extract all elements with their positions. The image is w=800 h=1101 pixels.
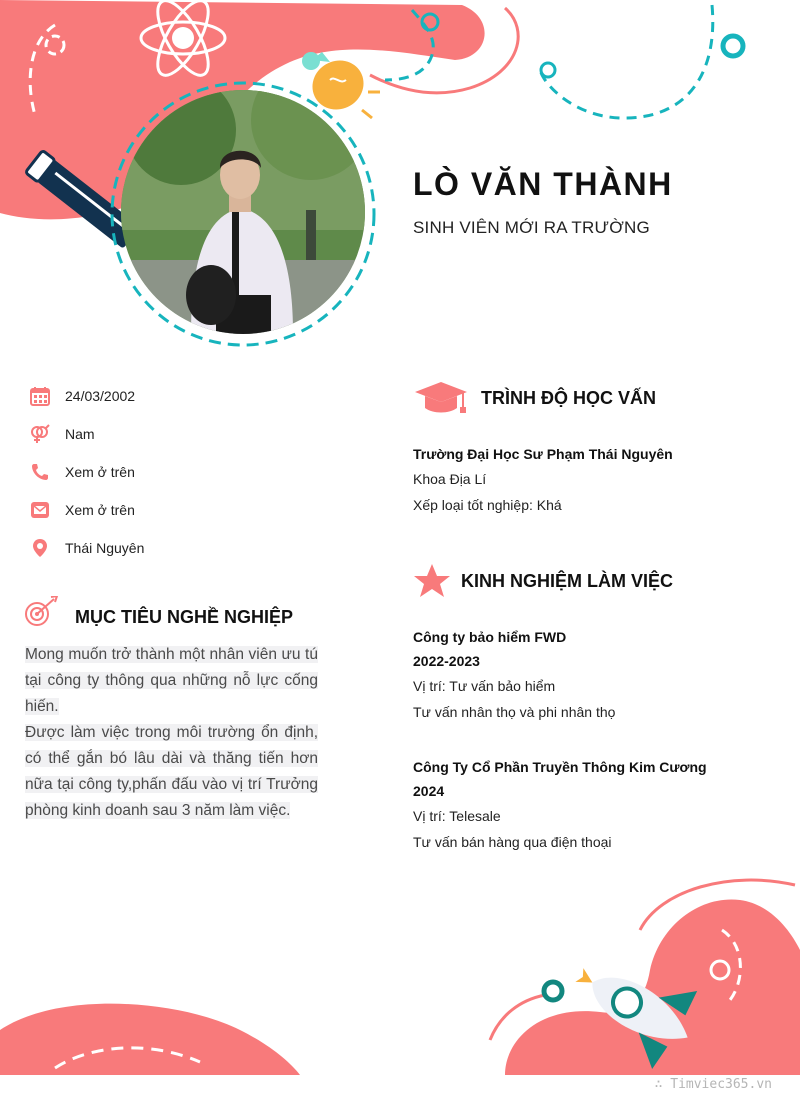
education-title: TRÌNH ĐỘ HỌC VẤN xyxy=(481,388,656,408)
candidate-name: LÒ VĂN THÀNH xyxy=(413,166,673,202)
gender-icon xyxy=(30,424,50,444)
target-icon xyxy=(24,596,60,630)
info-email xyxy=(30,500,135,520)
education-school: Trường Đại Học Sư Phạm Thái Nguyên xyxy=(413,446,673,462)
objective-text xyxy=(25,642,318,824)
job-description: Tư vấn bán hàng qua điện thoại xyxy=(413,834,612,850)
location-pin-icon xyxy=(30,538,50,558)
graduation-cap-icon xyxy=(413,380,469,416)
email-icon xyxy=(30,500,50,520)
birthdate-text: 24/03/2002 xyxy=(65,388,136,404)
watermark: ∴ Timviec365.vn xyxy=(654,1077,772,1092)
job-position: Vị trí: Telesale xyxy=(413,808,501,824)
job-period: 2022-2023 xyxy=(413,653,480,669)
info-phone xyxy=(30,462,135,482)
objective-paragraph: Mong muốn trở thành một nhân viên ưu tú tại công ty thông qua những nỗ lực cống hiến. xyxy=(25,646,318,715)
phone-text: Xem ở trên xyxy=(65,464,135,480)
job-company: Công ty bảo hiểm FWD xyxy=(413,629,567,645)
objective-title: MỤC TIÊU NGHỀ NGHIỆP xyxy=(75,607,294,627)
info-gender xyxy=(30,424,95,444)
job-position: Vị trí: Tư vấn bảo hiểm xyxy=(413,678,556,694)
job-period: 2024 xyxy=(413,783,445,799)
gender-text: Nam xyxy=(65,426,95,442)
location-text: Thái Nguyên xyxy=(65,540,145,556)
info-location xyxy=(30,538,144,558)
job-company: Công Ty Cổ Phần Truyền Thông Kim Cương xyxy=(413,759,707,775)
job-description: Tư vấn nhân thọ và phi nhân thọ xyxy=(413,704,616,720)
phone-icon xyxy=(30,462,50,482)
experience-title: KINH NGHIỆM LÀM VIỆC xyxy=(461,571,674,591)
profile-photo xyxy=(121,90,365,334)
objective-paragraph: Được làm việc trong môi trường ổn định, có thể gắn bó lâu dài và thăng tiến hơn nữa tại công ty,phấn đấu vào vị trí Trưởng phòng kinh doanh sau 3 năm làm việc. xyxy=(25,724,318,819)
lightbulb-icon xyxy=(302,51,380,119)
star-icon xyxy=(413,563,451,599)
education-faculty: Khoa Địa Lí xyxy=(413,471,487,487)
candidate-title: SINH VIÊN MỚI RA TRƯỜNG xyxy=(413,218,650,237)
email-text: Xem ở trên xyxy=(65,502,135,518)
education-grade: Xếp loại tốt nghiệp: Khá xyxy=(413,497,562,513)
bottom-left-blob xyxy=(0,1004,300,1075)
info-birthdate xyxy=(30,386,135,406)
calendar-icon xyxy=(30,386,50,406)
